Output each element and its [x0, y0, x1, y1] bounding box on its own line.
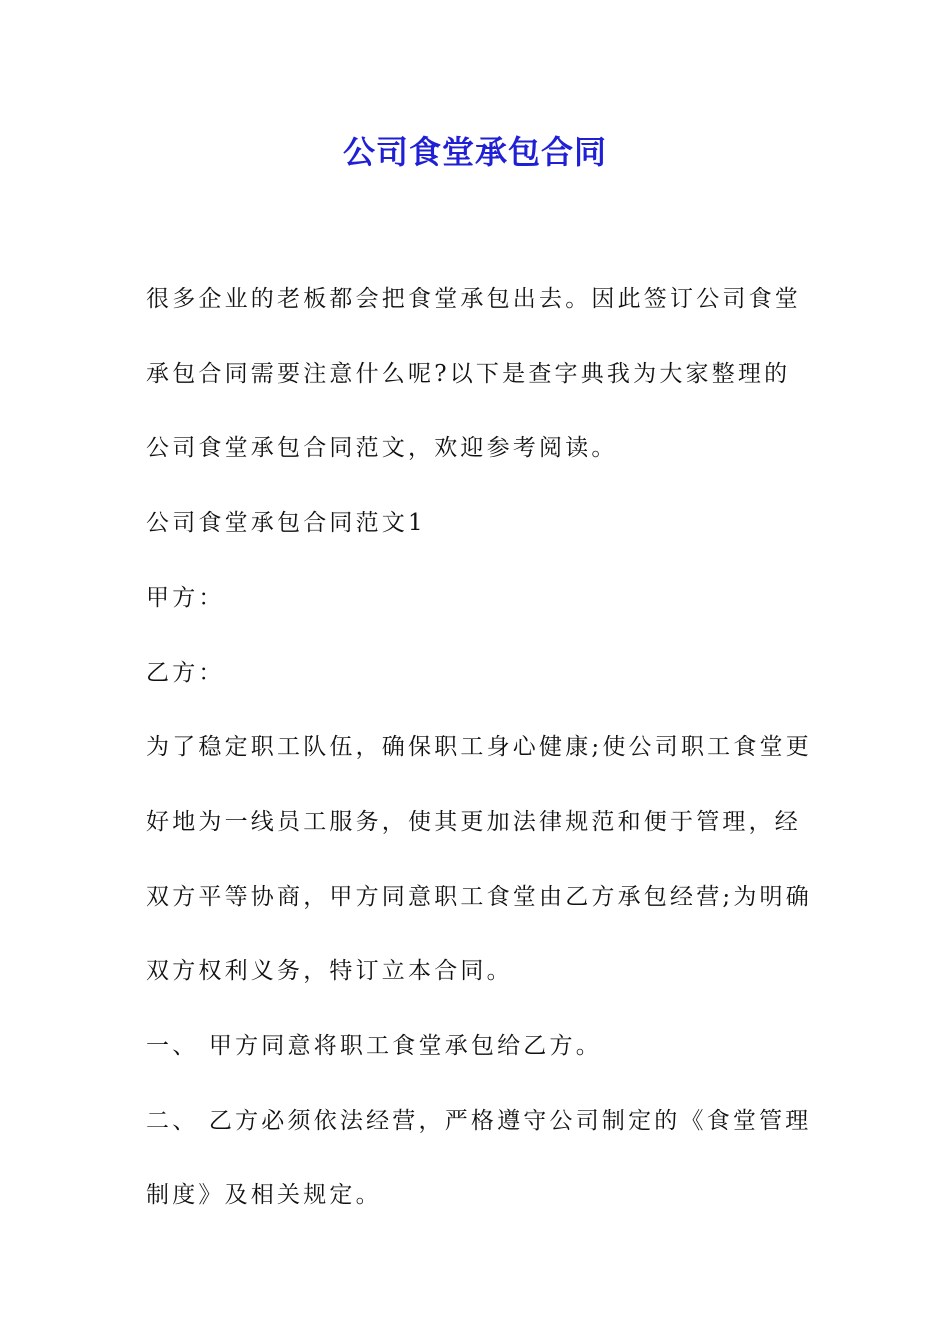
document-body [146, 262, 816, 1233]
document-title: 公司食堂承包合同 [342, 133, 607, 171]
clause-1: 一、 甲方同意将职工食堂承包给乙方。 [146, 1033, 602, 1060]
section-heading: 公司食堂承包合同范文1 [146, 510, 426, 537]
party-b-line: 乙方： [146, 659, 225, 686]
clause-2: 二、 乙方必须依法经营，严格遵守公司制定的《食堂管理制度》及相关规定。 [146, 1107, 812, 1209]
intro-paragraph: 很多企业的老板都会把食堂承包出去。因此签订公司食堂承包合同需要注意什么呢?以下是查字典我为大家整理的公司食堂承包合同范文，欢迎参考阅读。 [146, 286, 801, 462]
preamble-paragraph: 为了稳定职工队伍，确保职工身心健康;使公司职工食堂更好地为一线员工服务，使其更加法律规范和便于管理，经双方平等协商，甲方同意职工食堂由乙方承包经营;为明确双方权利义务，特订立本合同。 [146, 734, 812, 985]
party-a-line: 甲方： [146, 584, 225, 611]
